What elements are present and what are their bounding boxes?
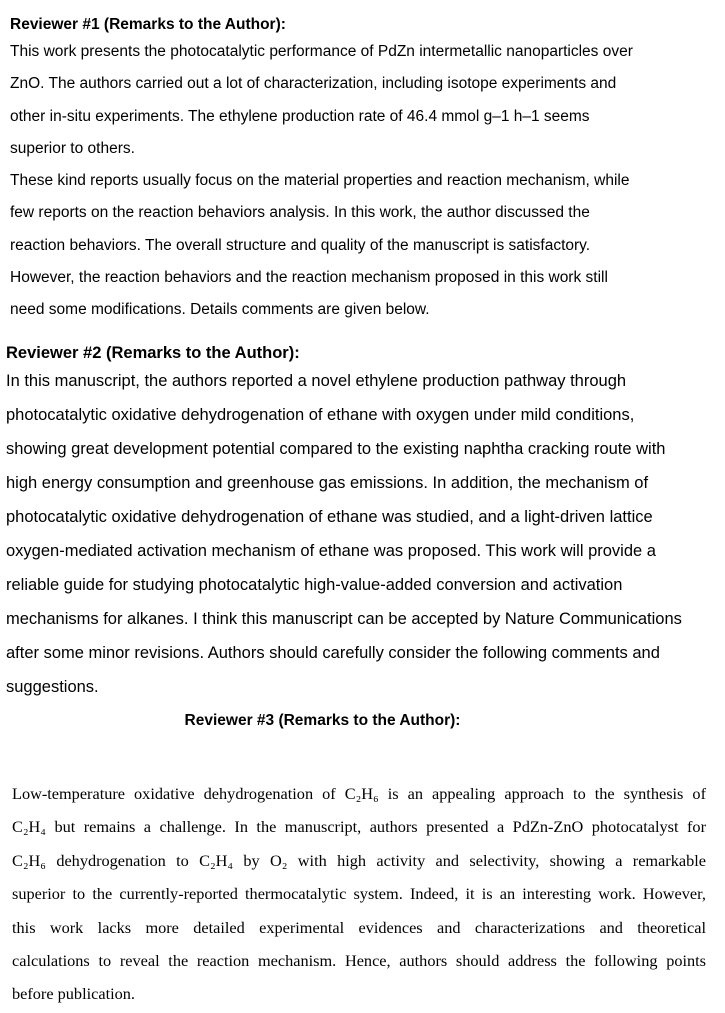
reviewer-3-line: superior to the currently-reported thermocatalytic system. Indeed, it is an interesting work. However, [12, 884, 706, 904]
reviewer-3-line: C₂H₄ but remains a challenge. In the manuscript, authors presented a PdZn-ZnO photocatalyst for [12, 817, 706, 837]
reviewer-1-line: ZnO. The authors carried out a lot of characterization, including isotope experiments and [10, 75, 617, 93]
reviewer-2-body [6, 364, 682, 704]
reviewer-2-line: photocatalytic oxidative dehydrogenation of ethane with oxygen under mild conditions, [6, 406, 635, 424]
reviewer-1-line: need some modifications. Details comments are given below. [10, 301, 430, 319]
reviewer-2-line: showing great development potential compared to the existing naphtha cracking route with [6, 440, 666, 458]
reviewer-1-line: This work presents the photocatalytic performance of PdZn intermetallic nanoparticles over [10, 43, 633, 60]
reviewer-1-line: However, the reaction behaviors and the reaction mechanism proposed in this work still [10, 269, 608, 287]
reviewer-1-section [10, 14, 633, 327]
reviewer-2-line: mechanisms for alkanes. I think this manuscript can be accepted by Nature Communications [6, 610, 682, 628]
reviewer-2-line: In this manuscript, the authors reported a novel ethylene production pathway through [6, 372, 627, 390]
reviewer-3-section [12, 777, 706, 1011]
reviewer-2-line: high energy consumption and greenhouse gas emissions. In addition, the mechanism of [6, 474, 649, 492]
reviewer-1-body [10, 36, 633, 327]
reviewer-3-line: before publication. [12, 984, 135, 1004]
reviewer-3-line: calculations to reveal the reaction mechanism. Hence, authors should address the following points [12, 951, 706, 971]
reviewer-1-line: reaction behaviors. The overall structure and quality of the manuscript is satisfactory. [10, 236, 591, 254]
reviewer-2-section [6, 342, 682, 704]
reviewer-2-heading: Reviewer #2 (Remarks to the Author): [6, 344, 300, 362]
reviewer-2-line: suggestions. [6, 678, 99, 696]
reviewer-1-heading: Reviewer #1 (Remarks to the Author): [10, 16, 286, 33]
reviewer-3-line: Low-temperature oxidative dehydrogenation of C₂H₆ is an appealing approach to the synthesis of [12, 784, 706, 803]
reviewer-1-line: These kind reports usually focus on the material properties and reaction mechanism, while [10, 172, 630, 190]
reviewer-2-line: photocatalytic oxidative dehydrogenation of ethane was studied, and a light-driven lattice [6, 508, 653, 526]
reviewer-1-line: superior to others. [10, 139, 135, 157]
reviewer-1-line: other in-situ experiments. The ethylene production rate of 46.4 mmol g–1 h–1 seems [10, 107, 590, 125]
reviewer-2-line: reliable guide for studying photocatalytic high-value-added conversion and activation [6, 576, 623, 594]
reviewer-3-line: this work lacks more detailed experimental evidences and characterizations and theoretical [12, 917, 706, 937]
reviewer-3-line: C₂H₆ dehydrogenation to C₂H₄ by O₂ with high activity and selectivity, showing a remarkable [12, 850, 706, 870]
reviewer-2-line: after some minor revisions. Authors should carefully consider the following comments and [6, 644, 660, 662]
reviewer-2-line: oxygen-mediated activation mechanism of ethane was proposed. This work will provide a [6, 542, 656, 560]
reviewer-1-line: few reports on the reaction behaviors analysis. In this work, the author discussed the [10, 204, 590, 222]
reviewer-3-heading: Reviewer #3 (Remarks to the Author): [184, 712, 461, 729]
